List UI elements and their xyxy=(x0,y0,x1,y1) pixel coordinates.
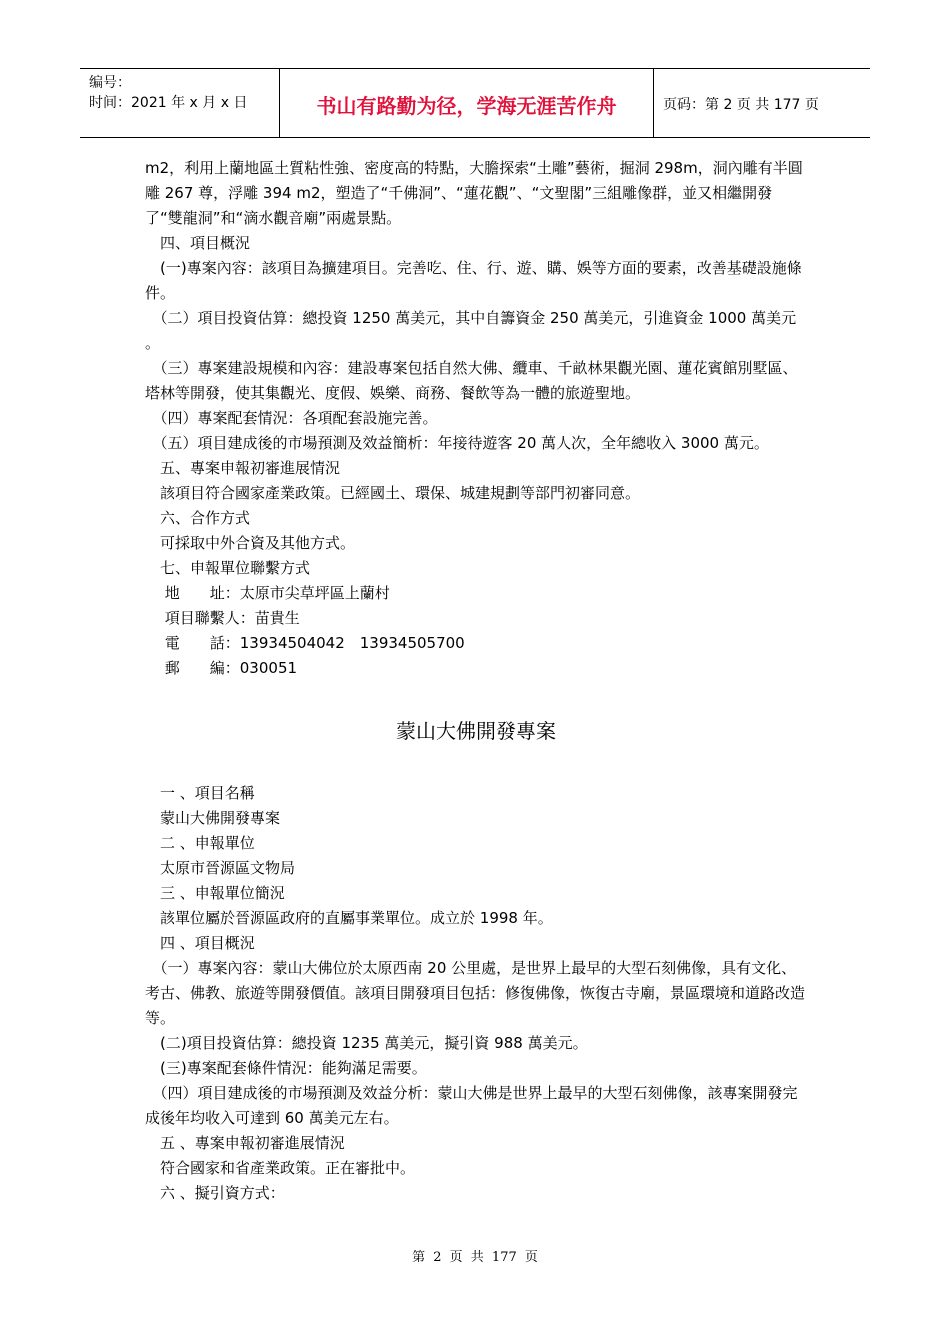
paragraph: （四）項目建成後的市場預測及效益分析：蒙山大佛是世界上最早的大型石刻佛像，該專案開發完成後年均收入可達到 60 萬美元左右。 xyxy=(145,1084,798,1127)
paragraph: 五 、專案申報初審進展情況 xyxy=(145,1134,345,1152)
paragraph: （二）項目投資估算：總投資 1250 萬美元，其中自籌資金 250 萬美元，引進資金 1000 萬美元 。 xyxy=(145,309,797,352)
paragraph: 郵 編：030051 xyxy=(145,659,298,677)
paragraph: 四 、項目概況 xyxy=(145,934,255,952)
paragraph: 六 、擬引資方式： xyxy=(145,1184,285,1202)
paragraph: 六、合作方式 xyxy=(145,509,251,527)
paragraph: 可採取中外合資及其他方式。 xyxy=(145,534,356,552)
paragraph: 該項目符合國家產業政策。已經國土、環保、城建規劃等部門初審同意。 xyxy=(145,484,641,502)
paragraph: 項目聯繫人：苗貴生 xyxy=(145,609,300,627)
header-motto: 书山有路勤为径，学海无涯苦作舟 xyxy=(280,69,654,137)
paragraph: m2，利用上蘭地區土質粘性強、密度高的特點，大膽探索“土雕”藝術，掘洞 298m，洞內雕有半圓雕 267 尊，浮雕 394 m2，塑造了“千佛洞”、“蓮花觀”、“文聖閣”三組雕像群，並又相繼開發了“雙龍洞”和“滴水觀音廟”兩處景點。 xyxy=(145,159,803,227)
paragraph: 四、項目概況 xyxy=(145,234,251,252)
paragraph: 五、專案申報初審進展情況 xyxy=(145,459,341,477)
paragraph: （四）專案配套情況：各項配套設施完善。 xyxy=(145,409,438,427)
paragraph: (二)項目投資估算：總投資 1235 萬美元，擬引資 988 萬美元。 xyxy=(145,1034,588,1052)
paragraph: 二 、申報單位 xyxy=(145,834,255,852)
header-number: 编号： xyxy=(89,75,131,91)
paragraph: 七、申報單位聯繫方式 xyxy=(145,559,311,577)
document-body xyxy=(145,156,807,1206)
paragraph: 蒙山大佛開發專案 xyxy=(145,809,281,827)
paragraph: 地 址：太原市尖草坪區上蘭村 xyxy=(145,584,390,602)
header-time: 时间：2021 年 x 月 x 日 xyxy=(89,95,248,111)
paragraph: 該單位屬於晉源區政府的直屬事業單位。成立於 1998 年。 xyxy=(145,909,553,927)
section-title: 蒙山大佛開發專案 xyxy=(396,719,556,743)
paragraph: （三）專案建設規模和內容：建設專案包括自然大佛、纜車、千畝林果觀光園、蓮花賓館別墅區、塔林等開發，使其集觀光、度假、娛樂、商務、餐飲等為一體的旅遊聖地。 xyxy=(145,359,798,402)
paragraph: (三)專案配套條件情況：能夠滿足需要。 xyxy=(145,1059,427,1077)
header-meta xyxy=(80,69,280,137)
paragraph: 一 、項目名稱 xyxy=(145,784,255,802)
header-page-info: 页码：第 2 页 共 177 页 xyxy=(663,97,819,113)
document-header xyxy=(80,68,870,138)
paragraph: （一）專案內容：蒙山大佛位於太原西南 20 公里處，是世界上最早的大型石刻佛像，具有文化、考古、佛教、旅遊等開發價值。該項目開發項目包括：修復佛像，恢復古寺廟，景區環境和道路改造等。 xyxy=(145,959,806,1027)
paragraph: （五）項目建成後的市場預測及效益簡析：年接待遊客 20 萬人次，全年總收入 3000 萬元。 xyxy=(145,434,769,452)
paragraph: 太原市晉源區文物局 xyxy=(145,859,296,877)
page-footer: 第 2 页 共 177 页 xyxy=(412,1250,538,1265)
paragraph: 符合國家和省產業政策。正在審批中。 xyxy=(145,1159,416,1177)
paragraph: (一)專案內容：該項目為擴建項目。完善吃、住、行、遊、購、娛等方面的要素，改善基礎設施條件。 xyxy=(145,259,802,302)
paragraph: 三 、申報單位簡況 xyxy=(145,884,285,902)
paragraph: 電 話：13934504042 13934505700 xyxy=(145,634,465,652)
